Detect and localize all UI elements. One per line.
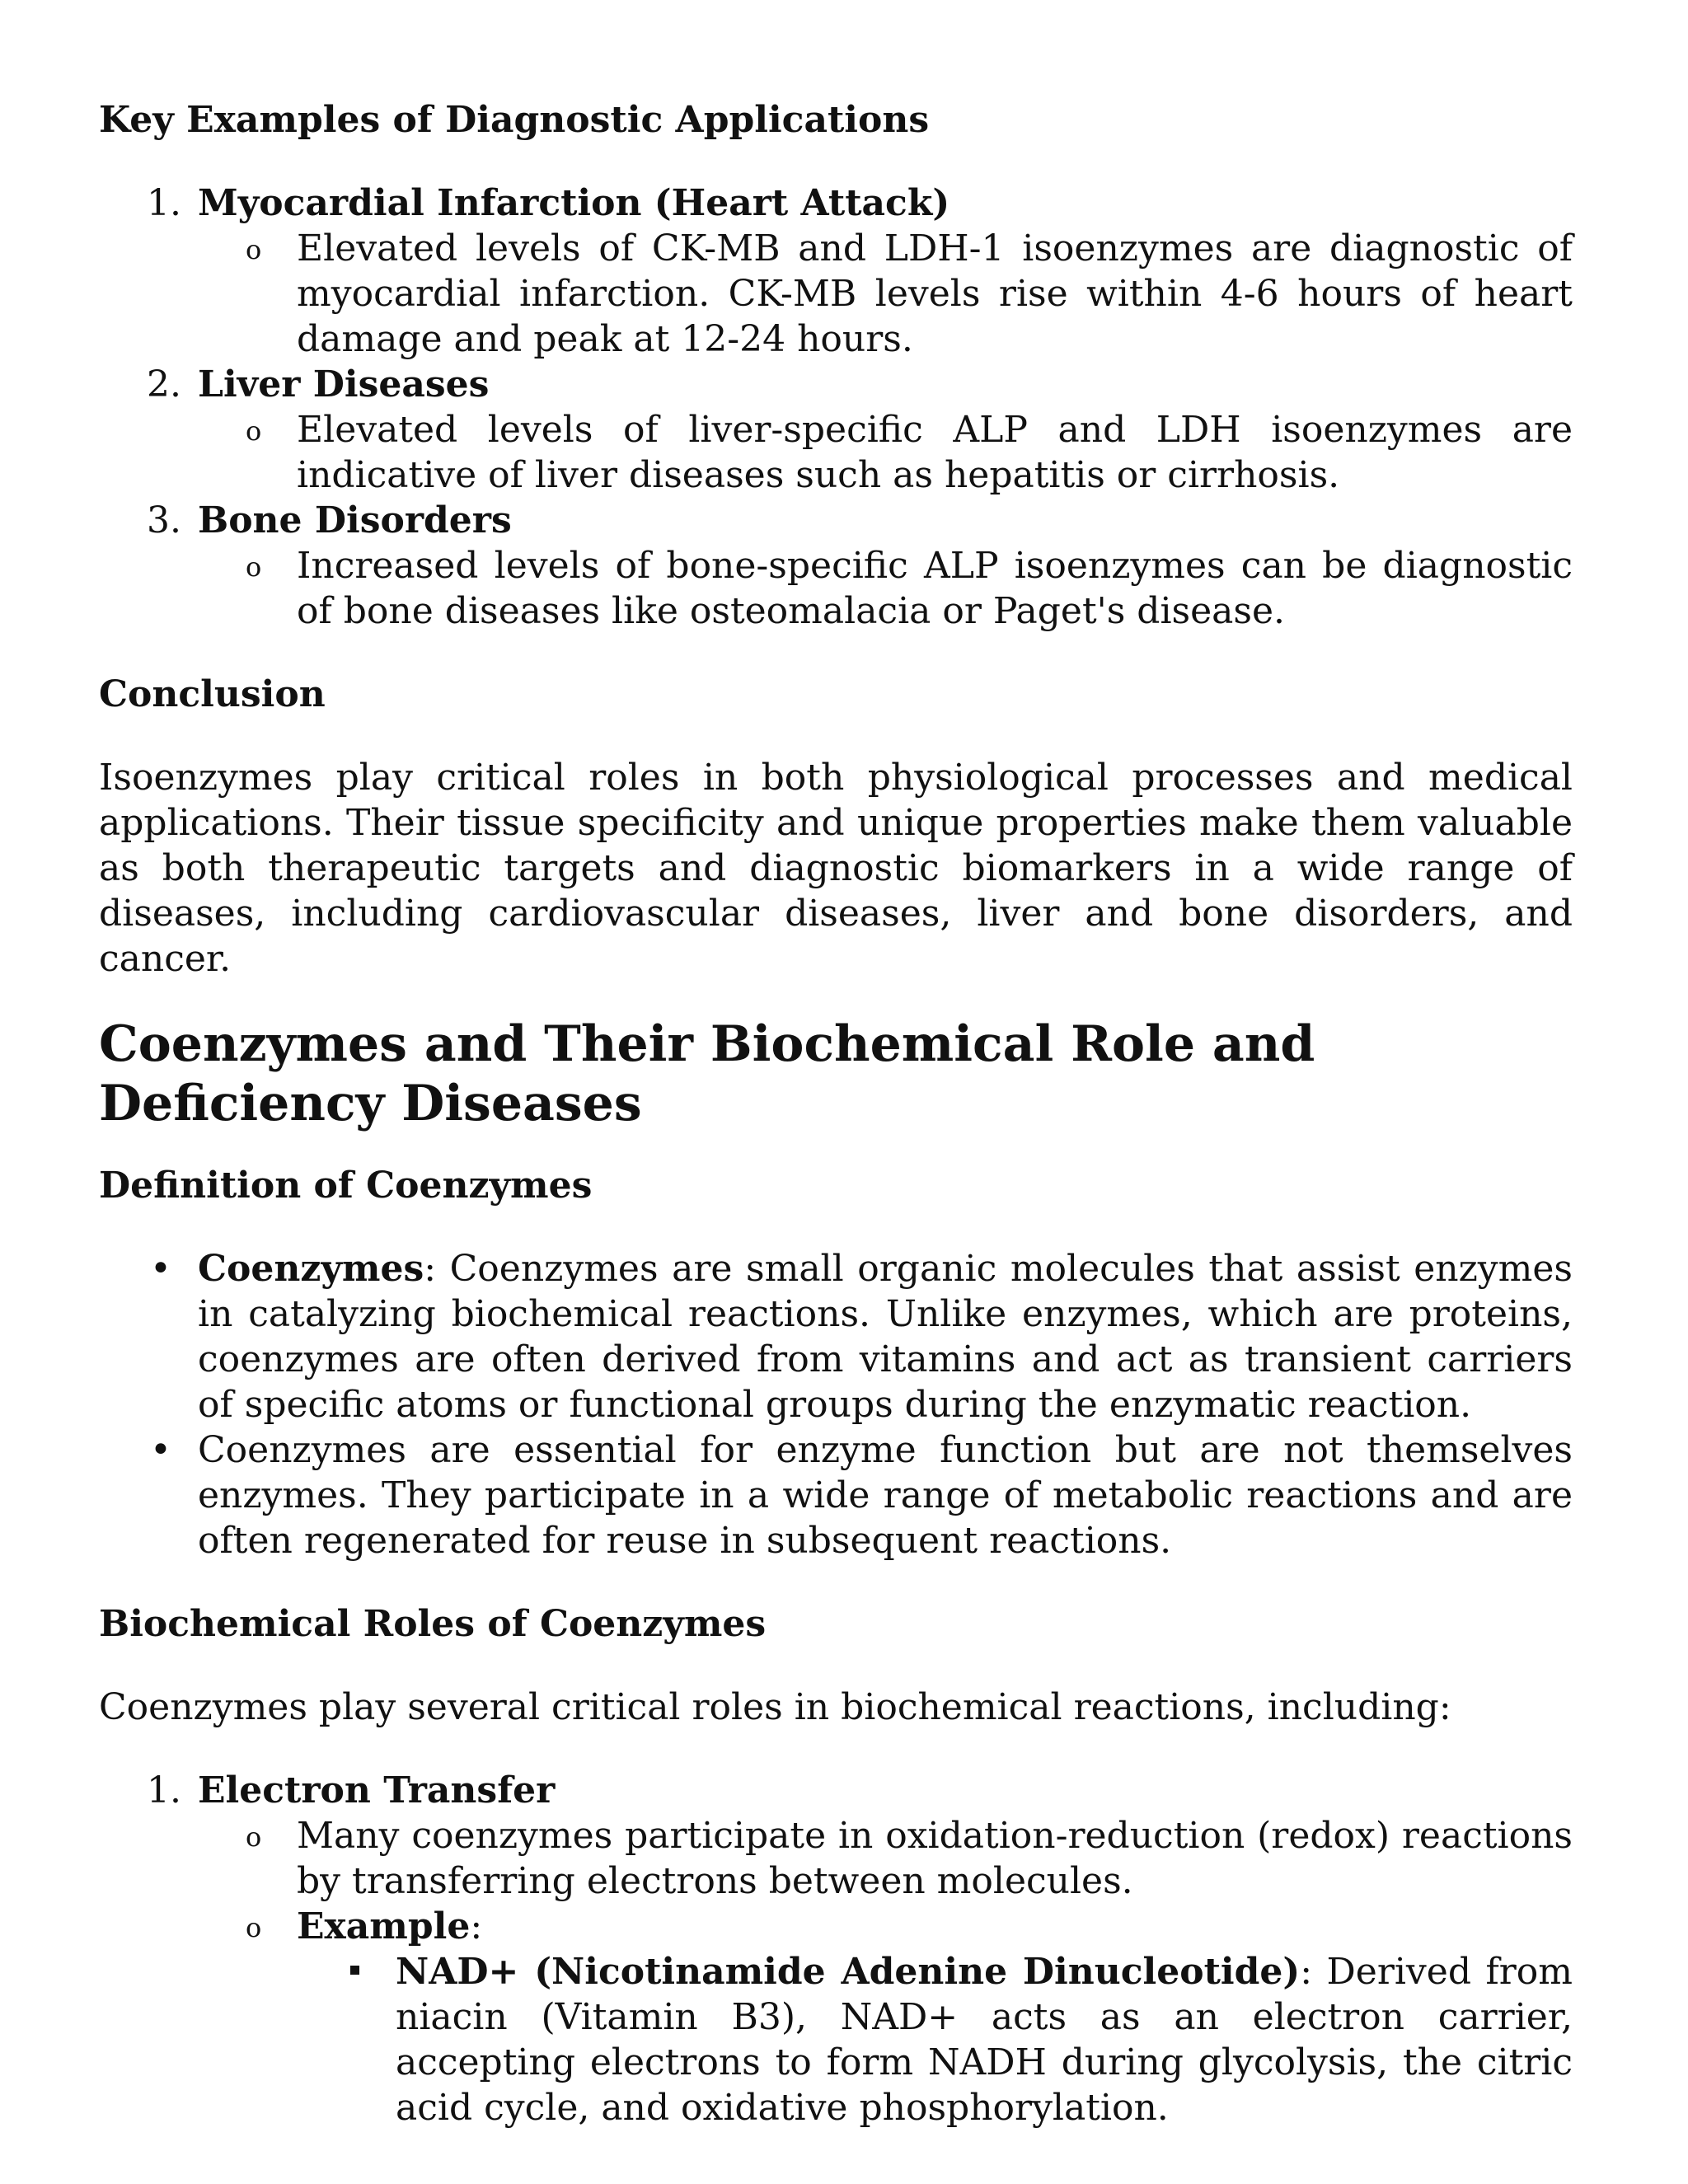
coenzymes-section-title: Coenzymes and Their Biochemical Role and Deficiency Diseases xyxy=(99,1015,1315,1132)
list-item-title: Myocardial Infarction (Heart Attack) xyxy=(198,182,950,224)
bullet-icon: • xyxy=(150,1429,171,1471)
circle-bullet-icon: o xyxy=(246,234,262,265)
example-label: Example xyxy=(297,1905,471,1947)
list-item-title: Electron Transfer xyxy=(198,1769,556,1811)
diagnostic-examples-list xyxy=(99,180,1573,634)
roles-intro: Coenzymes play several critical roles in biochemical reactions, including: xyxy=(99,1686,1451,1728)
circle-bullet-icon: o xyxy=(246,1821,262,1853)
square-bullet-icon xyxy=(350,1966,359,1975)
list-item xyxy=(99,180,1573,362)
document-page xyxy=(99,97,1573,2130)
list-item xyxy=(99,1768,1573,2130)
conclusion-paragraph: Isoenzymes play critical roles in both physiological processes and medical applications. Their tissue specificity and unique properties make them valuable as both therapeutic targets and diagnostic biomarkers in a wide range of diseases, including cardiovascular diseases, liver and bone disorders, and cancer. xyxy=(99,757,1573,980)
definition-list xyxy=(99,1246,1573,1563)
example-colon: : xyxy=(470,1905,483,1947)
sub-list-item xyxy=(99,226,1573,362)
sub-list-item xyxy=(99,1813,1573,1904)
list-item xyxy=(99,1246,1573,1427)
list-item xyxy=(99,498,1573,634)
roles-heading: Biochemical Roles of Coenzymes xyxy=(99,1603,767,1645)
list-number: 1. xyxy=(147,1769,181,1811)
list-number: 3. xyxy=(147,499,181,541)
list-item xyxy=(99,1427,1573,1563)
term: Coenzymes xyxy=(198,1248,424,1290)
list-item-title: Bone Disorders xyxy=(198,499,512,541)
definition-heading: Definition of Coenzymes xyxy=(99,1165,593,1207)
term: NAD+ (Nicotinamide Adenine Dinucleotide) xyxy=(396,1951,1301,1993)
sub-item-text: Increased levels of bone-specific ALP isoenzymes can be diagnostic of bone diseases like osteomalacia or Paget's disease. xyxy=(297,545,1573,632)
circle-bullet-icon: o xyxy=(246,415,262,447)
sub-item-text: Elevated levels of CK-MB and LDH-1 isoenzymes are diagnostic of myocardial infarction. CK-MB levels rise within 4-6 hours of heart damage and peak at 12-24 hours. xyxy=(297,227,1573,360)
circle-bullet-icon: o xyxy=(246,1912,262,1943)
sub-sub-list-item xyxy=(99,1949,1573,2130)
sub-list-item xyxy=(99,1904,1573,1949)
sub-item-text: Elevated levels of liver-specific ALP and LDH isoenzymes are indicative of liver diseases such as hepatitis or cirrhosis. xyxy=(297,409,1573,496)
diagnostic-applications-heading: Key Examples of Diagnostic Applications xyxy=(99,99,930,141)
sub-list-item xyxy=(99,407,1573,498)
definition-text: Coenzymes are essential for enzyme function but are not themselves enzymes. They participate in a wide range of metabolic reactions and are often regenerated for reuse in subsequent reactions. xyxy=(198,1429,1573,1562)
conclusion-heading: Conclusion xyxy=(99,673,326,715)
roles-list xyxy=(99,1768,1573,2130)
term-description: : Derived from niacin (Vitamin B3), NAD+ acts as an electron carrier, accepting electrons to form NADH during glycolysis, the citric acid cycle, and oxidative phosphorylation. xyxy=(396,1951,1573,2129)
list-item xyxy=(99,362,1573,498)
list-number: 1. xyxy=(147,182,181,224)
circle-bullet-icon: o xyxy=(246,551,262,583)
list-item-title: Liver Diseases xyxy=(198,363,490,405)
sub-item-text: Many coenzymes participate in oxidation-reduction (redox) reactions by transferring electrons between molecules. xyxy=(297,1815,1573,1902)
bullet-icon: • xyxy=(150,1248,171,1290)
list-number: 2. xyxy=(147,363,181,405)
sub-list-item xyxy=(99,543,1573,634)
definition-text: : Coenzymes are small organic molecules that assist enzymes in catalyzing biochemical reactions. Unlike enzymes, which are proteins, coenzymes are often derived from vitamins and act as transient carriers of specific atoms or functional groups during the enzymatic reaction. xyxy=(198,1248,1573,1426)
